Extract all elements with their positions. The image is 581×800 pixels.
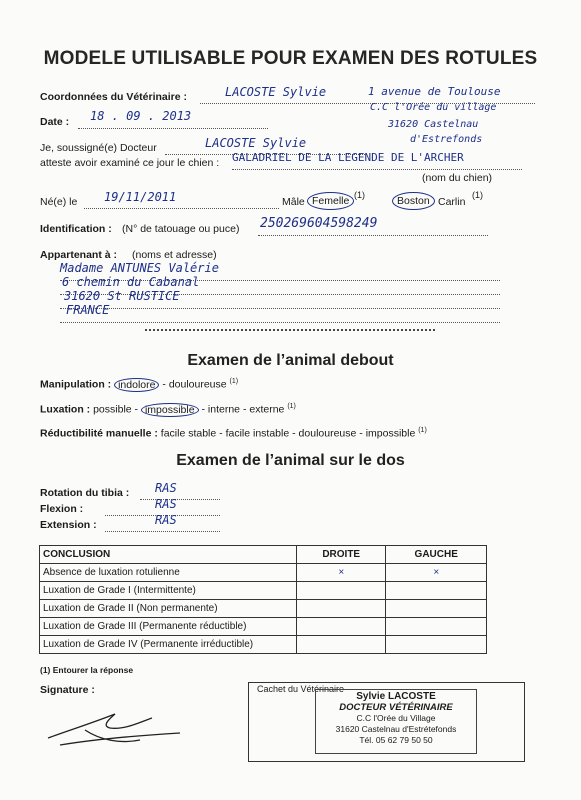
id-caption: (N° de tatouage ou puce)	[122, 223, 240, 235]
reductibilite-row: Réductibilité manuelle : facile stable - facile instable - douloureuse - impossible $^{(1)}$	[40, 427, 427, 440]
table-row	[40, 636, 487, 654]
row-droite-mark	[297, 582, 386, 600]
male-option: Mâle	[282, 196, 305, 208]
form-title: MODELE UTILISABLE POUR EXAMEN DES ROTULES	[43, 48, 538, 69]
vet-coord-value: LACOSTE Sylvie	[225, 85, 327, 99]
row-label: Luxation de Grade I (Intermittente)	[40, 582, 297, 600]
vet-stamp	[315, 689, 477, 754]
stamp-address-2: 31620 Castelnau d'Estrétefonds	[335, 724, 457, 734]
table-row	[40, 582, 487, 600]
manipulation-label: Manipulation :	[40, 378, 112, 391]
id-value: 250269604598249	[260, 216, 378, 231]
reductibilite-douloureuse: douloureuse	[298, 427, 357, 440]
manipulation-row	[40, 378, 238, 391]
back-heading: Examen de l’animal sur le dos	[176, 452, 405, 469]
footnote: (1) Entourer la réponse	[40, 665, 134, 675]
table-row	[40, 564, 487, 582]
row-label: Luxation de Grade II (Non permanente)	[40, 600, 297, 618]
rotation-value: RAS	[155, 481, 177, 495]
reductibilite-facile-instable: facile instable	[225, 427, 290, 440]
signature-scribble	[40, 700, 190, 755]
signature-label: Signature :	[40, 684, 95, 696]
section-separator	[145, 327, 435, 331]
vet-address-4: d'Estrefonds	[410, 134, 483, 145]
born-label: Né(e) le	[40, 196, 78, 208]
luxation-row: Luxation : possible - impossible - interne - externe $^{(1)}$	[40, 403, 296, 416]
date-label: Date :	[40, 116, 70, 128]
row-droite-mark: ×	[297, 564, 386, 582]
cachet-label: Cachet du Vétérinaire	[257, 684, 345, 694]
reductibilite-label: Réductibilité manuelle :	[40, 427, 158, 440]
stamp-role: DOCTEUR VÉTÉRINAIRE	[339, 702, 453, 713]
row-droite-mark	[297, 600, 386, 618]
row-label: Luxation de Grade III (Permanente réductible)	[40, 618, 297, 636]
row-gauche-mark	[386, 582, 487, 600]
owner-value-1: Madame ANTUNES Valérie	[60, 261, 219, 275]
atteste-label: atteste avoir examiné ce jour le chien :	[40, 157, 220, 169]
table-header-row	[40, 546, 487, 564]
owner-value-3: 31620 St RUSTICE	[64, 289, 180, 303]
table-row	[40, 618, 487, 636]
manipulation-note: (1)	[229, 378, 239, 385]
breed-note: (1)	[472, 190, 483, 200]
table-row	[40, 600, 487, 618]
carlin-option: Carlin	[438, 196, 466, 208]
owner-label: Appartenant à :	[40, 249, 118, 261]
luxation-externe: externe	[249, 403, 285, 416]
vet-address-3: 31620 Castelnau	[388, 119, 479, 130]
doctor-label: Je, soussigné(e) Docteur	[40, 142, 157, 154]
luxation-label: Luxation :	[40, 403, 91, 416]
born-value: 19/11/2011	[104, 190, 177, 204]
owner-value-4: FRANCE	[66, 303, 110, 317]
reductibilite-impossible: impossible	[365, 427, 416, 440]
row-droite-mark	[297, 618, 386, 636]
row-gauche-mark	[386, 600, 487, 618]
luxation-possible: possible	[93, 403, 132, 416]
row-gauche-mark	[386, 636, 487, 654]
extension-label: Extension :	[40, 519, 97, 531]
boston-option: Boston	[392, 192, 435, 210]
manipulation-douloureuse: douloureuse	[168, 378, 227, 391]
row-label: Absence de luxation rotulienne	[40, 564, 297, 582]
reductibilite-facile-stable: facile stable	[160, 427, 217, 440]
header-gauche: GAUCHE	[386, 546, 487, 564]
vet-address-1: 1 avenue de Toulouse	[368, 85, 501, 98]
luxation-impossible: impossible	[141, 403, 199, 417]
flexion-value: RAS	[155, 497, 177, 511]
stamp-address-1: C.C l'Orée du Village	[356, 713, 436, 723]
stamp-name: Sylvie LACOSTE	[356, 691, 436, 702]
doctor-value: LACOSTE Sylvie	[205, 136, 307, 150]
row-gauche-mark: ×	[386, 564, 487, 582]
row-droite-mark	[297, 636, 386, 654]
date-value: 18 . 09 . 2013	[90, 109, 192, 123]
vet-address-2: C.C l'Orée du village	[370, 102, 497, 113]
owner-line-4	[60, 312, 500, 323]
sex-note: (1)	[354, 190, 365, 200]
header-droite: DROITE	[297, 546, 386, 564]
owner-value-2: 6 chemin du Cabanal	[62, 275, 200, 289]
standing-heading: Examen de l’animal debout	[187, 352, 394, 369]
id-label: Identification :	[40, 223, 112, 235]
manipulation-separator: -	[162, 378, 166, 391]
row-gauche-mark	[386, 618, 487, 636]
header-conclusion: CONCLUSION	[40, 546, 297, 564]
owner-caption: (noms et adresse)	[132, 249, 217, 261]
dog-name-value: GALADRIEL DE LA LEGENDE DE L'ARCHER	[232, 151, 464, 164]
flexion-label: Flexion :	[40, 503, 84, 515]
row-label: Luxation de Grade IV (Permanente irréductible)	[40, 636, 297, 654]
luxation-note: (1)	[287, 403, 296, 410]
reductibilite-note: (1)	[418, 427, 427, 434]
vet-coord-label: Coordonnées du Vétérinaire :	[40, 91, 188, 103]
extension-value: RAS	[155, 513, 177, 527]
stamp-tel: Tél. 05 62 79 50 50	[359, 735, 433, 745]
rotation-line	[140, 489, 220, 500]
conclusion-table	[39, 545, 487, 654]
dog-name-caption: (nom du chien)	[422, 172, 493, 184]
manipulation-indolore: indolore	[114, 378, 159, 392]
rotation-label: Rotation du tibia :	[40, 487, 130, 499]
luxation-interne: interne	[207, 403, 241, 416]
female-option: Femelle	[307, 192, 354, 210]
